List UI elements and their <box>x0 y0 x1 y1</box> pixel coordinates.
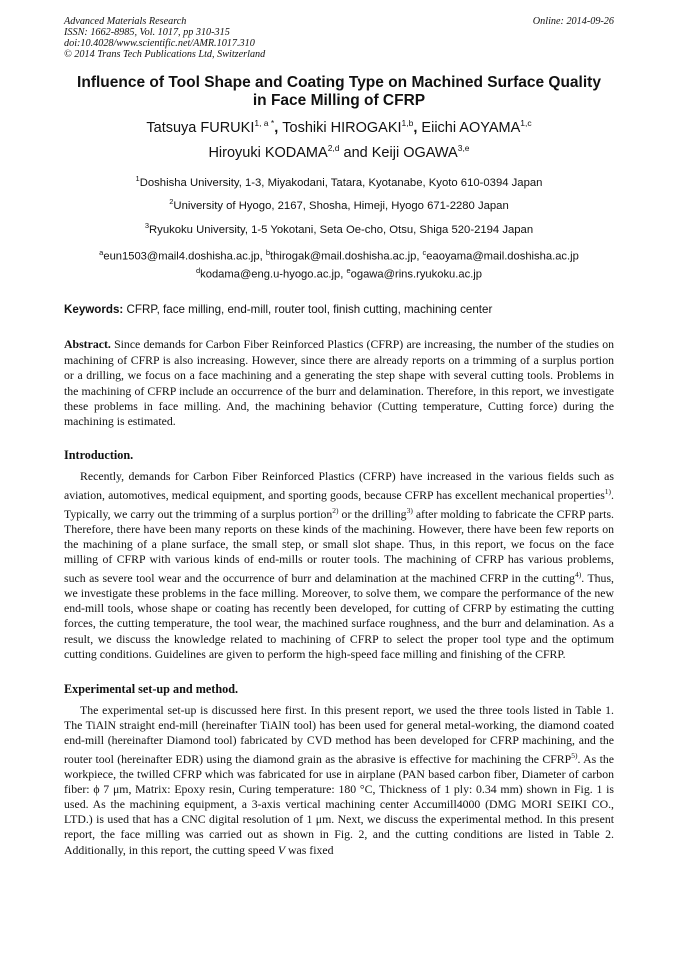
author-name: Toshiki HIROGAKI <box>282 119 402 136</box>
affiliation-list <box>64 172 614 237</box>
citation-ref: 2) <box>332 505 339 515</box>
email-list <box>64 246 614 281</box>
citation-ref: 5) <box>571 751 578 761</box>
email-c[interactable]: eaoyama@mail.doshisha.ac.jp <box>426 250 579 263</box>
text-run: . Thus, we investigate these problems in the face milling. Moreover, to solve them, we compare the performance of the new end-mill tools, whose shape or coating has recently been developed, for cutting of CFRP by estimating the cutting forces, the cutting temperature, the tool wear, the machined surface roughness, and the burr and delamination. As a result, we discuss the knowledge related to machining of CFRP to select the proper tool type and the optimum cutting conditions. Guidelines are given to perform the high-speed face milling and finishing of the CFRP. <box>64 571 614 661</box>
text-run: or the drilling <box>338 506 407 521</box>
abstract <box>64 337 614 429</box>
abstract-text: Since demands for Carbon Fiber Reinforced Plastics (CFRP) are increasing, the number of the studies on machining of CFRP is also increasing. However, since there are already reports on a trimming of a surplus portion or a drilling, we focus on a face machining and a generating the step shape with several cutting tools. Problems in the machining of CFRP include an occurrence of the burr and delamination. Therefore, in this report, we investigate these problems in face milling. And, the machining behavior (Cutting temperature, Cutting force) during the machining is estimated. <box>64 337 614 429</box>
email-b[interactable]: thirogak@mail.doshisha.ac.jp <box>270 250 417 263</box>
experimental-heading: Experimental set-up and method. <box>64 681 239 696</box>
variable-v: V <box>277 842 286 857</box>
header-left <box>64 16 265 60</box>
affiliation-3 <box>64 219 614 237</box>
online-date: Online: 2014-09-26 <box>532 16 614 27</box>
author-sup: 1, a * <box>254 118 275 128</box>
author-sup: 1,c <box>520 118 532 128</box>
email-line-1: $^a$eun1503@mail4.doshisha.ac.jp, $^b$thirogak@mail.doshisha.ac.jp, $^c$eaoyama@mail.doshisha.ac.jp <box>99 247 579 263</box>
issn-line: ISSN: 1662-8985, Vol. 1017, pp 310-315 <box>64 27 230 38</box>
email-a[interactable]: eun1503@mail4.doshisha.ac.jp <box>103 250 260 263</box>
doi-line[interactable]: doi:10.4028/www.scientific.net/AMR.1017.310 <box>64 38 255 49</box>
introduction-heading: Introduction. <box>64 447 134 462</box>
author-list <box>64 113 614 163</box>
author-sup: 2,d <box>327 142 340 153</box>
copyright-line: © 2014 Trans Tech Publications Ltd, Switzerland <box>64 49 266 60</box>
author-name: Tatsuya FURUKI <box>146 119 255 136</box>
author-line-1: Tatsuya $FURUKI^{1, a *}$, Toshiki HIROGAKI$^{1,b}$, Eiichi AOYAMA$^{1,c}$ <box>146 118 532 136</box>
text-run: after molding to fabricate the CFRP parts. Therefore, there have been many reports on these kinds of the machining. However, there have been few reports on the machining of a plane surface, the small step, or small slot shape. Thus, in this report, we focus on the face milling of CFRP with various kinds of end-mills or router tools. The machining of CFRP has various problems, such as severe tool wear and the occurrence of burr and delamination at the machined CFRP in the cutting <box>64 506 614 586</box>
keywords-label: Keywords: <box>64 303 124 317</box>
affiliation-2 <box>64 195 614 213</box>
citation-ref: 1) <box>604 486 612 496</box>
title-line-1: Influence of Tool Shape and Coating Type on Machined Surface Quality <box>77 74 601 91</box>
email-sup: b <box>265 247 271 257</box>
author-and: and <box>339 144 372 161</box>
author-sup: 1,b <box>401 118 414 128</box>
author-name: Eiichi AOYAMA <box>421 119 521 136</box>
affiliation-text: University of Hyogo, 2167, Shosha, Himeji, Hyogo 671-2280 Japan <box>173 200 509 213</box>
author-sup: 3,e <box>457 142 470 153</box>
affiliation-sup: 3 <box>144 221 150 231</box>
affiliation-sup: 2 <box>169 197 174 207</box>
keywords-text: CFRP, face milling, end-mill, router tool, finish cutting, machining center <box>126 303 493 317</box>
affiliation-sup: 1 <box>135 173 140 183</box>
abstract-label: Abstract. <box>64 337 111 352</box>
email-d[interactable]: kodama@eng.u-hyogo.ac.jp <box>200 268 341 281</box>
journal-name: Advanced Materials Research <box>64 16 187 27</box>
email-e[interactable]: ogawa@rins.ryukoku.ac.jp <box>350 268 483 281</box>
text-run: was fixed <box>285 842 334 857</box>
title-line-2: in Face Milling of CFRP <box>252 92 426 109</box>
email-sup: a <box>99 247 104 257</box>
text-run: . Typically, we carry out the trimming of a surplus portion <box>64 487 614 521</box>
affiliation-text: Doshisha University, 1-3, Miyakodani, Tatara, Kyotanabe, Kyoto 610-0394 Japan <box>139 176 543 189</box>
author-line-2 <box>64 138 614 163</box>
affiliation-text: Ryukoku University, 1-5 Yokotani, Seta Oe-cho, Otsu, Shiga 520-2194 Japan <box>149 223 534 236</box>
citation-ref: 3) <box>406 505 413 515</box>
email-sup: e <box>346 265 351 275</box>
journal-header <box>64 16 614 60</box>
experimental-paragraph <box>64 703 614 858</box>
keywords <box>64 303 614 317</box>
paper-title <box>64 74 614 110</box>
introduction-paragraph <box>64 469 614 662</box>
text-run: . As the workpiece, the twilled CFRP which was fabricated for use in airplane (PAN based carbon fiber, Diameter of carbon fiber: ϕ 7 μm, Matrix: Epoxy resin, Curing temperature: 180 °C, Thickness of 1 ply: 0.34 mm) shown in Fig. 1 is used. As the machining equipment, a 3-axis vertical machining center Accumill4000 (DMG MORI SEIKI CO., LTD.) is used that has a CNC digital resolution of 1 μm. Next, we discuss the experimental method. In this present report, the face milling was carried out as shown in Fig. 2, and the cutting conditions are listed in Table 2. Additionally, in this report, the cutting speed <box>64 751 614 857</box>
email-sup: c <box>422 247 427 257</box>
email-sup: d <box>195 265 201 275</box>
text-run: Recently, demands for Carbon Fiber Reinforced Plastics (CFRP) have increased in the various fields such as aviation, automotives, medical equipment, and sporting goods, because CFRP has excellent mechanical properties <box>64 468 614 502</box>
author-name: Hiroyuki KODAMA <box>208 144 328 161</box>
text-run: The experimental set-up is discussed here first. In this present report, we used the three tools listed in Table 1. The TiAlN straight end-mill (hereinafter TiAlN tool) has been used for general metal-working, the diamond coated end-mill (hereinafter Diamond tool) fabricated by CVD method has been developed for CFRP machining, and the router tool (hereinafter EDR) using the diamond grain as the abrasive is effective for machining the CFRP <box>64 702 614 766</box>
author-name: Keiji OGAWA <box>371 144 458 161</box>
email-line-2: $^d$kodama@eng.u-hyogo.ac.jp, $^e$ogawa@rins.ryukoku.ac.jp <box>195 265 483 281</box>
citation-ref: 4) <box>574 570 582 580</box>
affiliation-1 <box>64 172 614 190</box>
